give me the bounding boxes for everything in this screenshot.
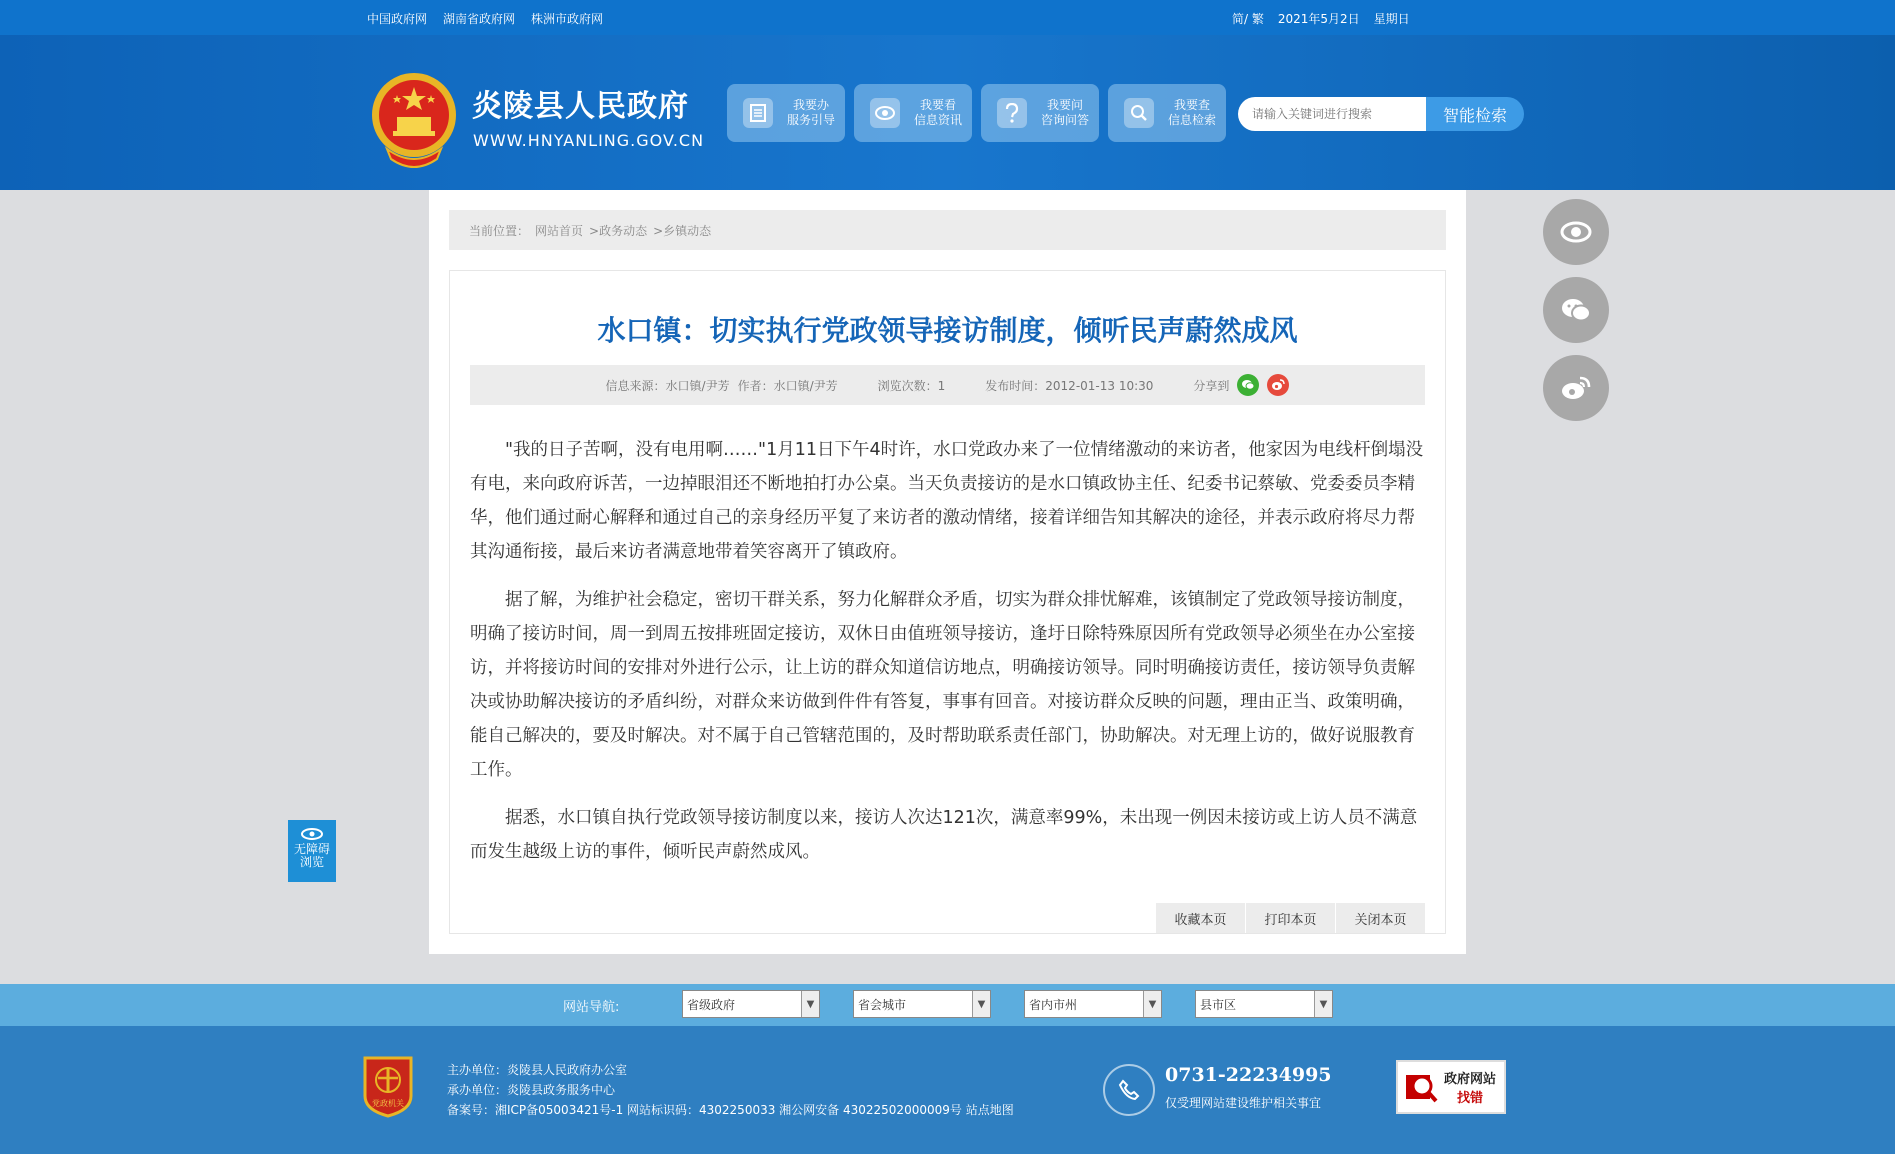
search-button[interactable]: 智能检索: [1426, 97, 1524, 131]
service-sublabel: 服务引导: [787, 113, 836, 127]
service-search-button[interactable]: [1108, 84, 1226, 142]
footer-phone-note: 仅受理网站建设维护相关事宜: [1165, 1096, 1322, 1110]
service-label: 我要查: [1174, 98, 1211, 112]
svg-text:党政机关: 党政机关: [372, 1099, 404, 1108]
service-label: 我要问: [1047, 98, 1084, 112]
select-value: 省级政府: [687, 997, 736, 1012]
site-header: [0, 35, 1895, 190]
breadcrumb-prefix: 当前位置：: [469, 223, 530, 238]
current-weekday: 星期日: [1373, 12, 1410, 26]
magnifier-icon: [1402, 1067, 1442, 1107]
accessibility-button[interactable]: [288, 820, 336, 882]
select-county[interactable]: [1195, 990, 1333, 1018]
chevron-down-icon: ▼: [1143, 991, 1161, 1017]
site-title[interactable]: 炎陵县人民政府: [472, 89, 689, 124]
select-value: 省会城市: [858, 997, 907, 1012]
bookmark-page-button[interactable]: 收藏本页: [1155, 903, 1245, 933]
article-paragraph: 据悉，水口镇自执行党政领导接访制度以来，接访人次达121次，满意率99%，未出现一例因未接访或上访人员不满意而发生越级上访的事件，倾听民声蔚然成风。: [470, 808, 1418, 862]
gov-links: [367, 10, 603, 27]
select-value: 县市区: [1200, 997, 1237, 1012]
report-label: 政府网站: [1444, 1072, 1497, 1087]
footer-record[interactable]: 备案号：湘ICP备05003421号-1 网站标识码：4302250033 湘公网安备 43022502000009号 站点地图: [447, 1103, 1014, 1117]
float-view-button[interactable]: [1543, 199, 1609, 265]
document-icon: [743, 98, 773, 128]
service-label: 我要办: [793, 98, 830, 112]
weibo-icon: [1560, 375, 1592, 401]
report-error-button[interactable]: [1396, 1060, 1506, 1114]
party-gov-badge-icon[interactable]: [361, 1054, 415, 1118]
float-weibo-button[interactable]: [1543, 355, 1609, 421]
select-capital-city[interactable]: [853, 990, 991, 1018]
select-provincial-gov[interactable]: [682, 990, 820, 1018]
service-handle-button[interactable]: [727, 84, 845, 142]
site-url: WWW.HNYANLING.GOV.CN: [473, 131, 705, 150]
footer-host: 主办单位：炎陵县人民政府办公室: [447, 1063, 628, 1077]
wechat-icon: [1560, 297, 1592, 323]
site-nav-label: 网站导航:: [563, 999, 620, 1015]
footer-organizer: 承办单位：炎陵县政务服务中心: [447, 1083, 616, 1097]
search-box: [1238, 97, 1524, 131]
service-view-button[interactable]: [854, 84, 972, 142]
select-value: 省内市州: [1029, 997, 1078, 1012]
meta-published: 发布时间：2012-01-13 10:30: [985, 378, 1154, 393]
search-icon: [1124, 98, 1154, 128]
breadcrumb-home[interactable]: 网站首页: [535, 223, 584, 238]
main-content: [429, 190, 1466, 954]
eye-icon: [1560, 221, 1592, 243]
meta-source: 信息来源：水口镇/尹芳: [605, 378, 730, 393]
eye-icon: [870, 98, 900, 128]
site-nav-strip: [0, 984, 1895, 1026]
footer-phone: 0731-22234995: [1165, 1064, 1332, 1086]
chevron-down-icon: ▼: [972, 991, 990, 1017]
phone-icon: [1103, 1064, 1155, 1116]
search-input[interactable]: [1238, 97, 1426, 131]
top-bar: [0, 0, 1895, 35]
service-label: 我要看: [920, 98, 957, 112]
site-footer: [0, 1026, 1895, 1154]
service-ask-button[interactable]: [981, 84, 1099, 142]
question-icon: [997, 98, 1027, 128]
select-prefecture[interactable]: [1024, 990, 1162, 1018]
service-sublabel: 信息资讯: [914, 113, 963, 127]
weibo-share-icon[interactable]: [1267, 374, 1289, 396]
footer-info: [447, 1060, 1014, 1120]
breadcrumb: [449, 210, 1446, 250]
meta-share-label: 分享到: [1193, 378, 1230, 393]
meta-author: 作者：水口镇/尹芳: [737, 378, 838, 393]
meta-views: 浏览次数：1: [877, 378, 946, 393]
service-sublabel: 信息检索: [1168, 113, 1217, 127]
article-actions: [1155, 903, 1425, 933]
report-sublabel: 找错: [1457, 1091, 1484, 1106]
gov-link-province[interactable]: 湖南省政府网: [443, 12, 516, 26]
article: [449, 270, 1446, 934]
chevron-down-icon: ▼: [801, 991, 819, 1017]
service-sublabel: 咨询问答: [1041, 113, 1090, 127]
float-wechat-button[interactable]: [1543, 277, 1609, 343]
gov-link-city[interactable]: 株洲市政府网: [531, 12, 604, 26]
eye-icon: [301, 828, 323, 840]
accessibility-sublabel: 浏览: [299, 855, 324, 869]
breadcrumb-town[interactable]: >乡镇动态: [653, 223, 712, 238]
current-date: 2021年5月2日: [1277, 12, 1360, 26]
national-emblem-icon: [367, 69, 461, 173]
language-toggle[interactable]: 简/ 繁: [1232, 12, 1264, 26]
wechat-share-icon[interactable]: [1237, 374, 1259, 396]
article-meta: [470, 365, 1425, 405]
breadcrumb-news[interactable]: >政务动态: [589, 223, 648, 238]
accessibility-label: 无障碍: [293, 842, 330, 856]
article-paragraph: 据了解，为维护社会稳定，密切干群关系，努力化解群众矛盾，切实为群众排忧解难，该镇制定了党政领导接访制度，明确了接访时间，周一到周五按排班固定接访，双休日由值班领导接访，逢圩日除特殊原因所有党政领导必须坐在办公室接访，并将接访时间的安排对外进行公示，让上访的群众知道信访地点，明确接访领导。同时明确接访责任，接访领导负责解决或协助解决接访的矛盾纠纷，对群众来访做到件件有答复，事事有回音。对接访群众反映的问题，理由正当、政策明确，能自己解决的，要及时解决。对不属于自己管辖范围的，及时帮助联系责任部门，协助解决。对无理上访的，做好说服教育工作。: [470, 590, 1415, 780]
article-body: [470, 433, 1425, 883]
chevron-down-icon: ▼: [1314, 991, 1332, 1017]
close-page-button[interactable]: 关闭本页: [1335, 903, 1425, 933]
article-title: 水口镇：切实执行党政领导接访制度，倾听民声蔚然成风: [597, 314, 1298, 347]
print-page-button[interactable]: 打印本页: [1245, 903, 1335, 933]
article-paragraph: "我的日子苦啊，没有电用啊……"1月11日下午4时许，水口党政办来了一位情绪激动的来访者，他家因为电线杆倒塌没有电，来向政府诉苦，一边掉眼泪还不断地拍打办公桌。当天负责接访的是水口镇政协主任、纪委书记蔡敏、党委委员李精华，他们通过耐心解释和通过自己的亲身经历平复了来访者的激动情绪，接着详细告知其解决的途径，并表示政府将尽力帮其沟通衔接，最后来访者满意地带着笑容离开了镇政府。: [470, 440, 1424, 562]
gov-link-national[interactable]: 中国政府网: [367, 12, 428, 26]
